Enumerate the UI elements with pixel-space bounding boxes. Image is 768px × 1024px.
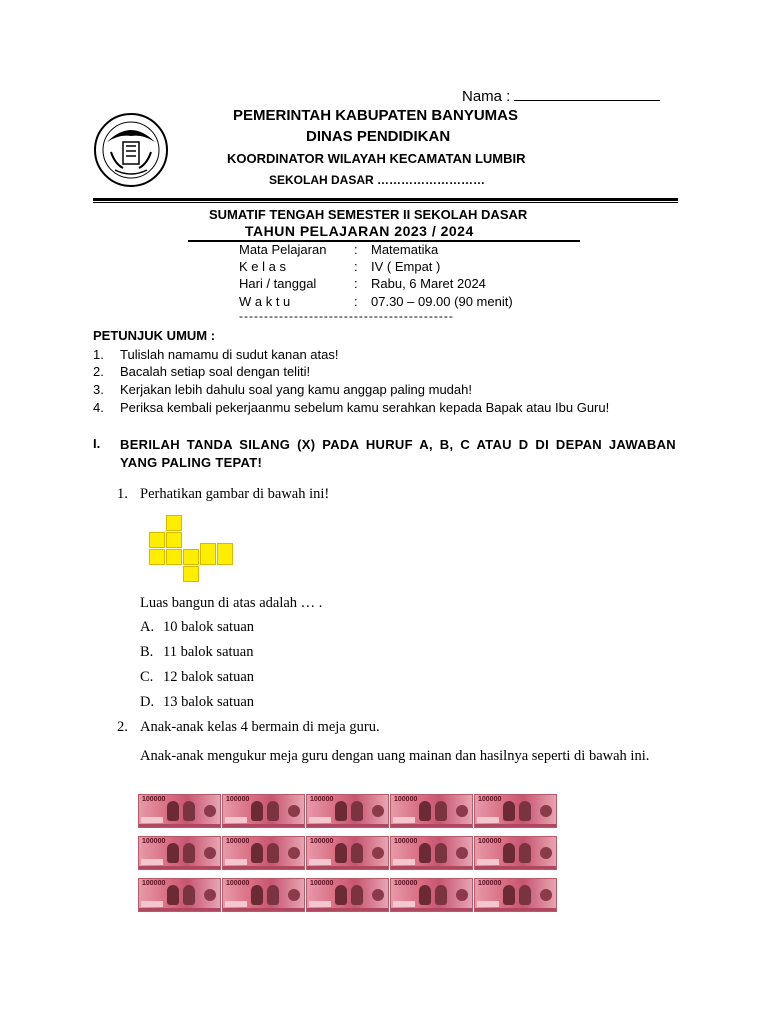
banknote-denomination: 100000 <box>142 880 166 887</box>
info-label: K e l a s <box>239 259 286 274</box>
banknote-denomination: 100000 <box>226 796 250 803</box>
banyumas-regency-seal-icon <box>93 112 169 188</box>
unit-square-shape <box>149 515 235 583</box>
banknote <box>306 836 389 870</box>
instruction-text: Tulislah namamu di sudut kanan atas! <box>120 347 339 362</box>
banknote-denomination: 100000 <box>310 796 334 803</box>
question-prompt: Luas bangun di atas adalah … . <box>140 595 323 611</box>
info-value: 07.30 – 09.00 (90 menit) <box>371 294 513 309</box>
instruction-text: Kerjakan lebih dahulu soal yang kamu anggap paling mudah! <box>120 382 472 397</box>
banknote-denomination: 100000 <box>394 838 418 845</box>
banknote-denomination: 100000 <box>394 796 418 803</box>
banknote <box>474 794 557 828</box>
banknote-measurement-image <box>138 794 562 914</box>
question-number: 2. <box>117 719 128 735</box>
info-value: Matematika <box>371 242 439 257</box>
info-sep: : <box>354 276 358 291</box>
option-letter[interactable]: A. <box>140 619 155 635</box>
name-blank-line[interactable] <box>514 86 660 101</box>
question-text: Anak-anak kelas 4 bermain di meja guru. <box>140 719 380 735</box>
name-field[interactable] <box>462 86 660 105</box>
info-dashed-divider: ------------------------------------------- <box>239 309 454 323</box>
banknote-denomination: 100000 <box>310 838 334 845</box>
exam-year: TAHUN PELAJARAN 2023 / 2024 <box>245 223 474 239</box>
instruction-text: Periksa kembali pekerjaanmu sebelum kamu serahkan kepada Bapak atau Ibu Guru! <box>120 400 610 415</box>
banknote-denomination: 100000 <box>394 880 418 887</box>
banknote <box>138 878 221 912</box>
banknote <box>306 794 389 828</box>
option-text[interactable]: 12 balok satuan <box>163 669 255 685</box>
info-value: Rabu, 6 Maret 2024 <box>371 276 486 291</box>
question-number: 1. <box>117 486 128 502</box>
instruction-text: Bacalah setiap soal dengan teliti! <box>120 364 311 379</box>
org-line-4: SEKOLAH DASAR ……………………… <box>269 173 486 187</box>
info-label: W a k t u <box>239 294 291 309</box>
option-text[interactable]: 10 balok satuan <box>163 619 255 635</box>
banknote <box>306 878 389 912</box>
banknote-denomination: 100000 <box>142 838 166 845</box>
info-sep: : <box>354 259 358 274</box>
instruction-number: 3. <box>93 382 104 397</box>
info-label: Mata Pelajaran <box>239 242 327 257</box>
banknote-denomination: 100000 <box>478 796 502 803</box>
instruction-number: 4. <box>93 400 104 415</box>
exam-title: SUMATIF TENGAH SEMESTER II SEKOLAH DASAR <box>209 207 528 222</box>
question-text: Perhatikan gambar di bawah ini! <box>140 486 330 502</box>
org-line-1: PEMERINTAH KABUPATEN BANYUMAS <box>233 107 518 124</box>
banknote <box>474 878 557 912</box>
header-divider <box>93 198 678 203</box>
option-letter[interactable]: D. <box>140 694 155 710</box>
banknote <box>474 836 557 870</box>
question-description: Anak-anak mengukur meja guru dengan uang mainan dan hasilnya seperti di bawah ini. <box>140 748 650 764</box>
banknote-denomination: 100000 <box>226 838 250 845</box>
banknote <box>222 836 305 870</box>
option-letter[interactable]: C. <box>140 669 154 685</box>
option-letter[interactable]: B. <box>140 644 154 660</box>
org-line-2: DINAS PENDIDIKAN <box>306 128 451 145</box>
org-line-3: KOORDINATOR WILAYAH KECAMATAN LUMBIR <box>227 151 526 166</box>
banknote <box>138 836 221 870</box>
name-label: Nama : <box>462 88 511 105</box>
info-sep: : <box>354 294 358 309</box>
section-number: I. <box>93 436 101 451</box>
option-text[interactable]: 11 balok satuan <box>163 644 254 660</box>
banknote <box>390 836 473 870</box>
banknote-denomination: 100000 <box>142 796 166 803</box>
info-sep: : <box>354 242 358 257</box>
info-label: Hari / tanggal <box>239 276 317 291</box>
banknote <box>138 794 221 828</box>
banknote <box>222 878 305 912</box>
banknote <box>222 794 305 828</box>
banknote-denomination: 100000 <box>478 880 502 887</box>
banknote-denomination: 100000 <box>226 880 250 887</box>
banknote-denomination: 100000 <box>478 838 502 845</box>
banknote-denomination: 100000 <box>310 880 334 887</box>
instruction-number: 2. <box>93 364 104 379</box>
instruction-number: 1. <box>93 347 104 362</box>
instructions-title: PETUNJUK UMUM : <box>93 328 216 343</box>
banknote <box>390 878 473 912</box>
option-text[interactable]: 13 balok satuan <box>163 694 255 710</box>
info-value: IV ( Empat ) <box>371 259 441 274</box>
section-instruction: BERILAH TANDA SILANG (X) PADA HURUF A, B, C ATAU D DI DEPAN JAWABAN YANG PALING TEPAT! <box>120 437 676 470</box>
banknote <box>390 794 473 828</box>
